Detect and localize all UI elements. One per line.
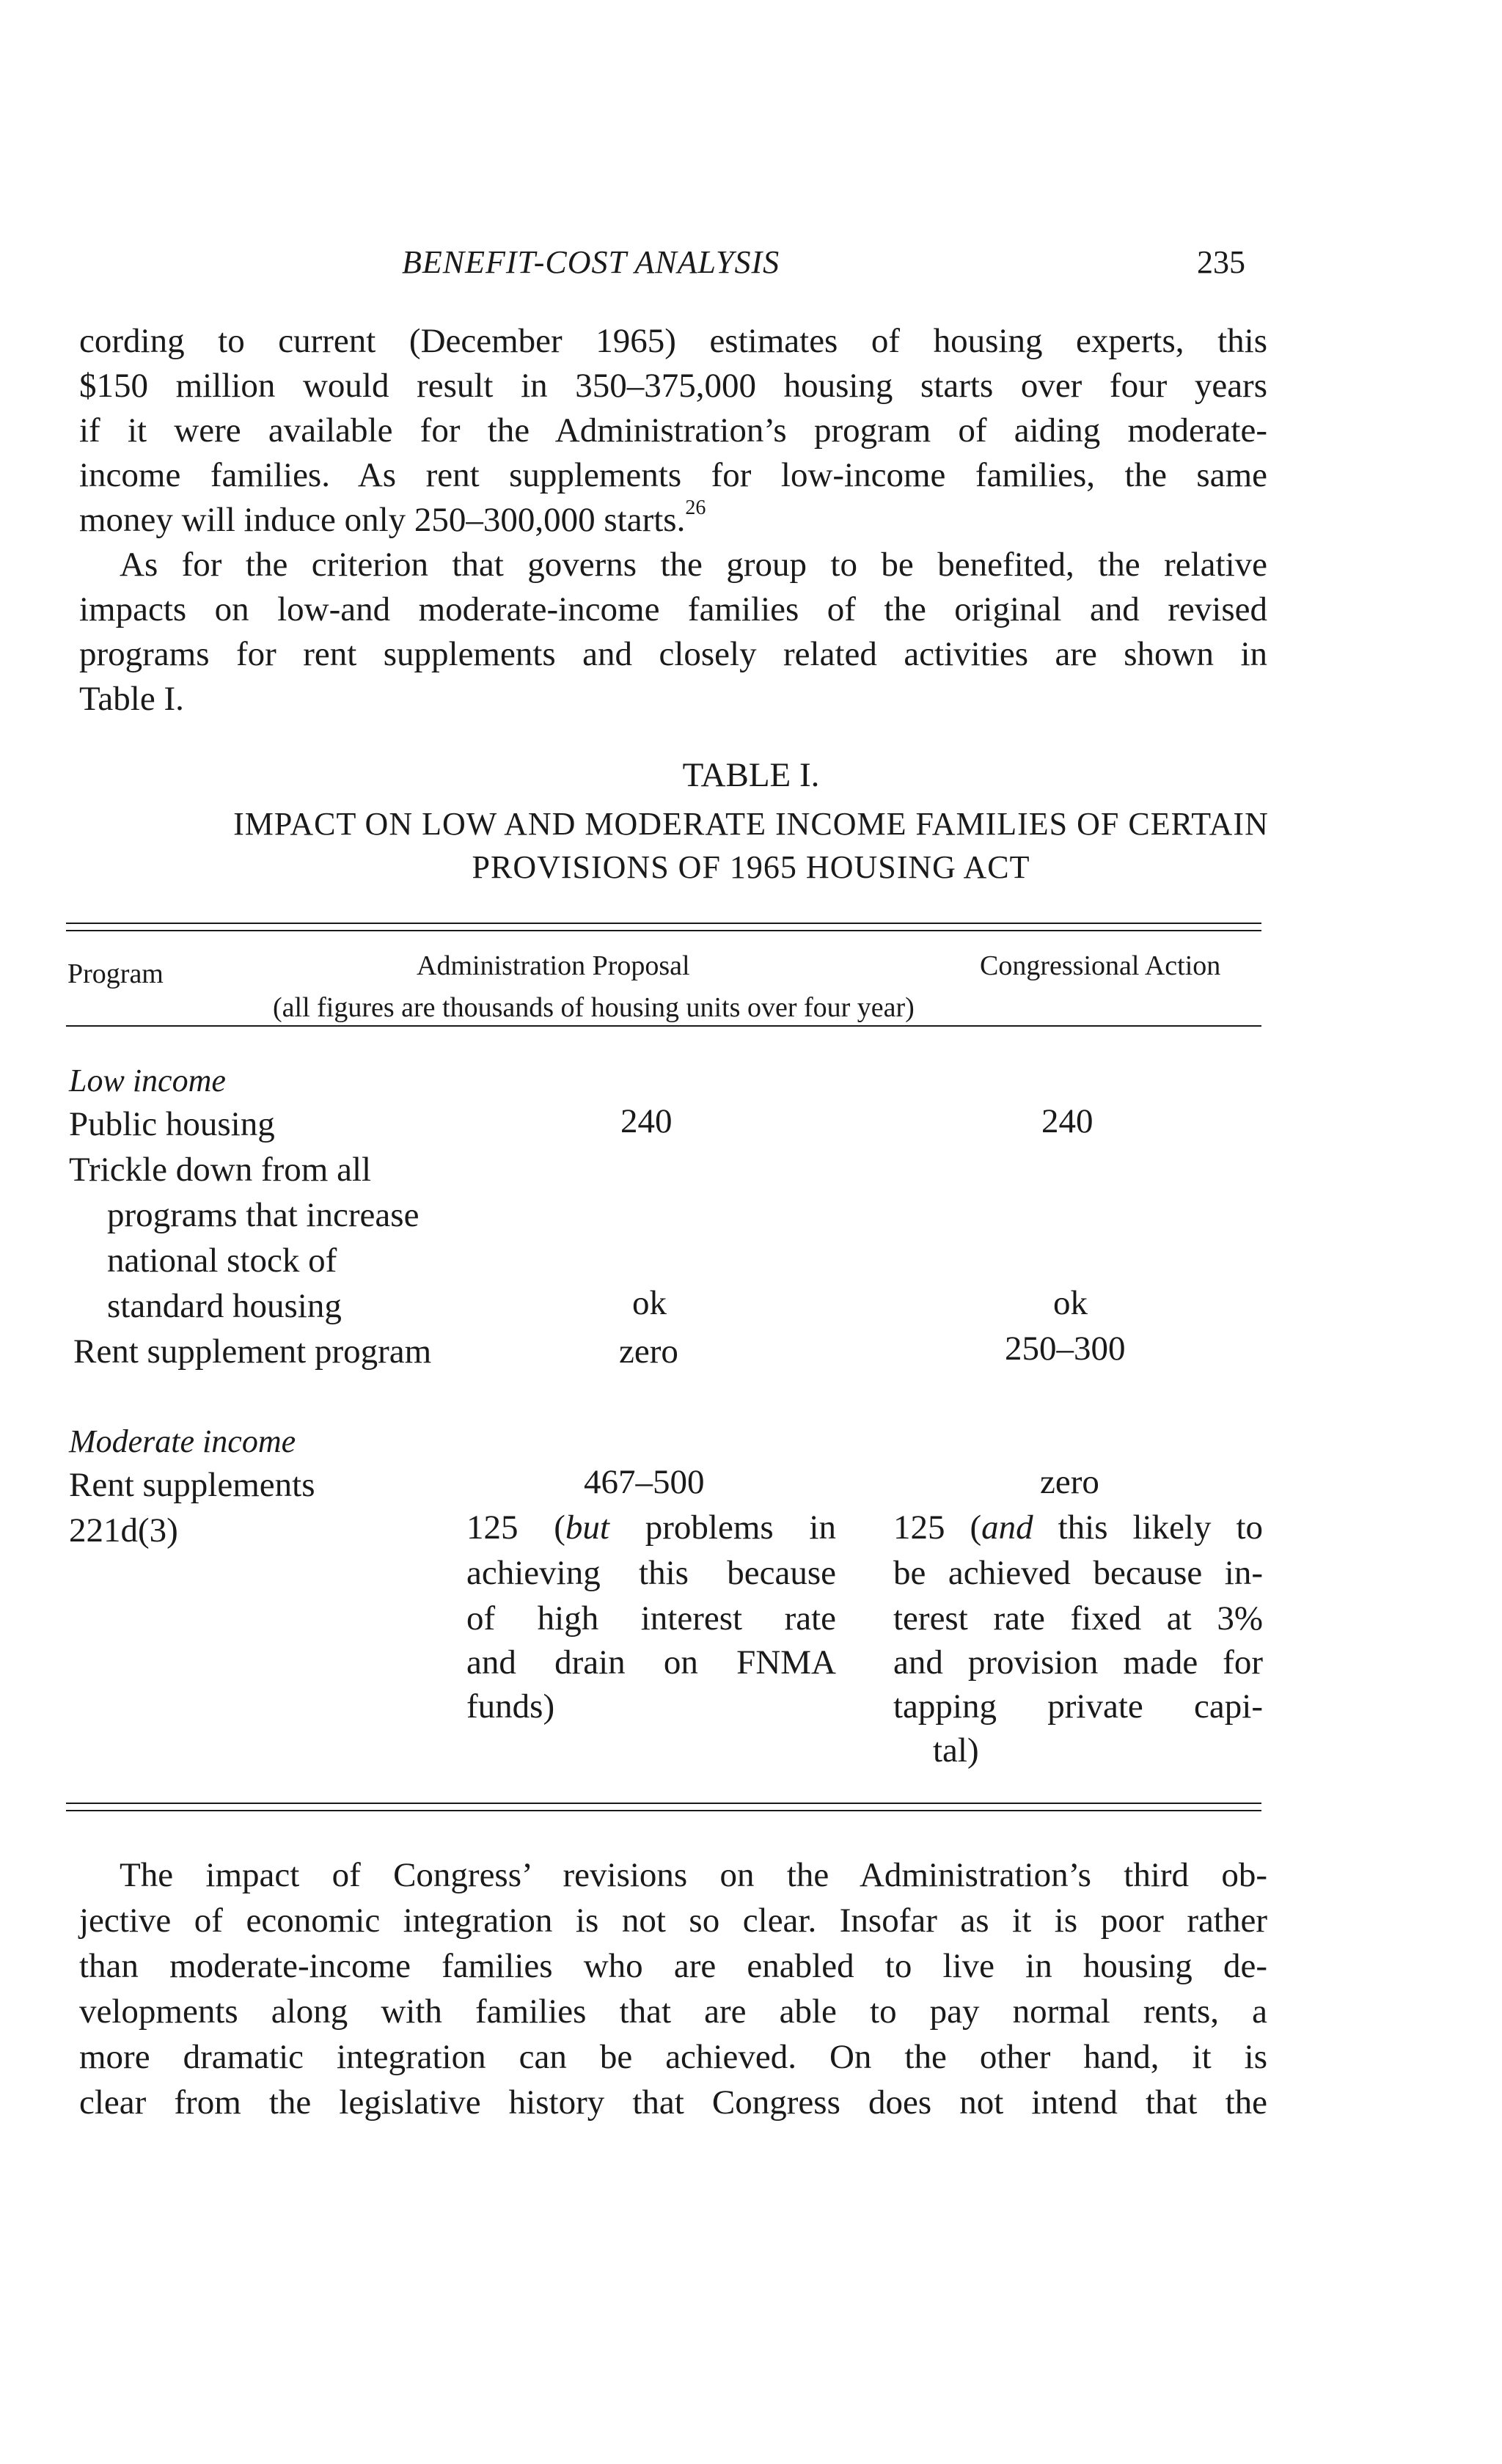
row-label: Public housing — [69, 1105, 275, 1143]
body-line: The impact of Congress’ revisions on the Administration’s third ob- — [120, 1856, 1267, 1894]
body-line: programs for rent supplements and closely related activities are shown in — [79, 635, 1267, 673]
col-header-admin: Administration Proposal — [417, 950, 690, 981]
congress-emphasis: and — [981, 1508, 1033, 1547]
congress-value: be achieved because in- — [893, 1554, 1263, 1592]
admin-value: ok — [632, 1284, 667, 1322]
admin-value: 467–500 — [584, 1463, 705, 1501]
congress-text: this likely to — [1033, 1508, 1264, 1547]
col-header-program: Program — [67, 958, 164, 989]
row-label: national stock of — [107, 1242, 337, 1280]
row-label: 221d(3) — [69, 1511, 178, 1550]
admin-value: 240 — [620, 1102, 673, 1140]
table-caption-line-1: IMPACT ON LOW AND MODERATE INCOME FAMILIES OF CERTAIN — [233, 806, 1269, 842]
admin-text: problems in — [609, 1508, 836, 1547]
body-line: $150 million would result in 350–375,000 housing starts over four years — [79, 367, 1267, 405]
congress-value: ok — [1053, 1284, 1088, 1322]
footnote-ref: 26 — [685, 496, 706, 520]
body-line: income families. As rent supplements for low-income families, the same — [79, 456, 1267, 494]
congress-value: and provision made for — [893, 1643, 1263, 1682]
section-heading-moderate-income: Moderate income — [69, 1423, 296, 1459]
section-heading-low-income: Low income — [69, 1063, 226, 1099]
body-line: As for the criterion that governs the group to be benefited, the relative — [120, 546, 1267, 584]
admin-value: of high interest rate — [466, 1599, 836, 1638]
units-note: (all figures are thousands of housing units over four year) — [273, 992, 915, 1023]
body-line: impacts on low-and moderate-income families of the original and revised — [79, 590, 1267, 628]
body-line-text: money will induce only 250–300,000 starts. — [79, 501, 686, 539]
congress-value: terest rate fixed at 3% — [893, 1599, 1263, 1638]
body-line: than moderate-income families who are enabled to live in housing de- — [79, 1947, 1267, 1985]
admin-value: and drain on FNMA — [466, 1643, 836, 1682]
body-line: more dramatic integration can be achieved. On the other hand, it is — [79, 2038, 1267, 2076]
table-bottom-rule — [66, 1803, 1261, 1804]
row-label: standard housing — [107, 1287, 342, 1325]
congress-value: zero — [1040, 1463, 1099, 1501]
congress-text: 125 ( — [893, 1508, 982, 1547]
page-number: 235 — [1197, 244, 1245, 280]
admin-value: funds) — [466, 1687, 555, 1726]
row-label: Rent supplements — [69, 1466, 315, 1504]
admin-value: zero — [619, 1332, 678, 1371]
row-label: Rent supplement program — [73, 1332, 432, 1371]
congress-value — [893, 1508, 1263, 1547]
col-header-congress: Congressional Action — [980, 950, 1221, 981]
body-line: jective of economic integration is not so clear. Insofar as it is poor rather — [79, 1902, 1267, 1940]
congress-value: tal) — [933, 1731, 979, 1770]
admin-value — [466, 1508, 836, 1547]
congress-value: tapping private capi- — [893, 1687, 1263, 1726]
running-title: BENEFIT-COST ANALYSIS — [402, 244, 780, 280]
table-top-rule — [66, 923, 1261, 924]
body-line: clear from the legislative history that Congress does not intend that the — [79, 2083, 1267, 2122]
table-bottom-rule-2 — [66, 1810, 1261, 1811]
body-line: Table I. — [79, 680, 184, 718]
table-top-rule-2 — [66, 930, 1261, 931]
body-line: velopments along with families that are able to pay normal rents, a — [79, 1992, 1267, 2031]
admin-emphasis: but — [565, 1508, 609, 1547]
row-label: programs that increase — [107, 1196, 420, 1234]
body-line: cording to current (December 1965) estimates of housing experts, this — [79, 322, 1267, 360]
body-line — [79, 496, 706, 540]
table-label: TABLE I. — [682, 756, 820, 794]
admin-text: 125 ( — [466, 1508, 565, 1547]
row-label: Trickle down from all — [69, 1151, 372, 1189]
congress-value: 250–300 — [1005, 1330, 1126, 1368]
table-caption-line-2: PROVISIONS OF 1965 HOUSING ACT — [472, 849, 1030, 885]
congress-value: 240 — [1041, 1102, 1093, 1140]
body-line: if it were available for the Administration’s program of aiding moderate- — [79, 411, 1267, 450]
header-rule — [66, 1025, 1261, 1027]
admin-value: achieving this because — [466, 1554, 836, 1592]
